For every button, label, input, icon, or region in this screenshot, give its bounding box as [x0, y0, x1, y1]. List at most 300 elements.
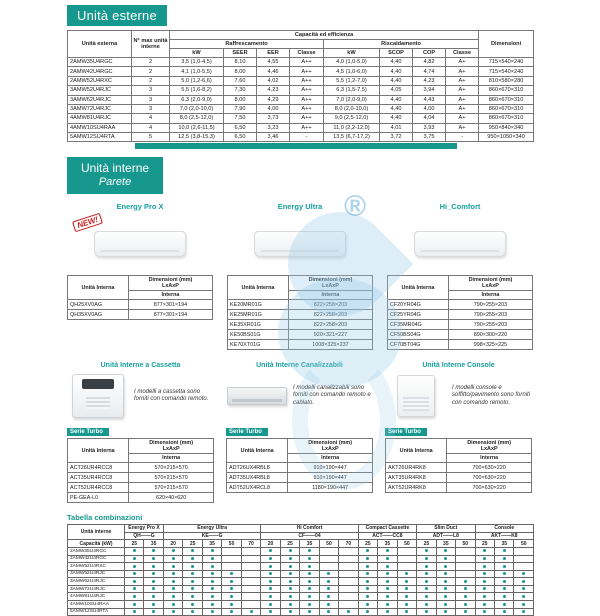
- compatibility-dot-icon: [366, 549, 369, 552]
- wall-product-title: Energy Pro X: [116, 202, 164, 212]
- outdoor-unit-code: 5AMW12SU4RTA: [68, 133, 132, 142]
- combo-cell: [514, 570, 533, 578]
- combo-cell: [300, 578, 319, 586]
- compatibility-dot-icon: [483, 587, 486, 590]
- lxaxp-label: LxAxP: [480, 446, 498, 453]
- outdoor-cell: A++: [290, 104, 324, 113]
- compatibility-dot-icon: [289, 580, 292, 583]
- compatibility-dot-icon: [327, 580, 330, 583]
- outdoor-cell: 9,0 (2,5-12,0): [324, 114, 380, 123]
- combo-cell: [397, 593, 416, 601]
- dims-table-header: [68, 276, 213, 300]
- combo-unit-code: 3AMW72U4RJC: [68, 585, 125, 593]
- compatibility-dot-icon: [269, 595, 272, 598]
- outdoor-cell: 7,60: [224, 76, 257, 85]
- outdoor-cell: A+: [446, 76, 479, 85]
- combo-cell: [339, 555, 359, 563]
- compatibility-dot-icon: [230, 572, 233, 575]
- col-header-dimensions-mm: [448, 276, 532, 291]
- combo-capacity: 25: [280, 540, 299, 548]
- indoor-unit-dimensions: 790×255×203: [448, 320, 532, 330]
- combo-capacity: 20: [163, 540, 182, 548]
- compatibility-dot-icon: [211, 565, 214, 568]
- indoor-unit-code: QH35XV0AG: [68, 310, 129, 320]
- outdoor-cell: 4,23: [257, 86, 290, 95]
- combo-cell: [475, 585, 494, 593]
- combo-cell: [163, 563, 182, 571]
- indoor-unit-dimensions: 822×258×203: [288, 320, 372, 330]
- outdoor-cell: -: [290, 133, 324, 142]
- compatibility-dot-icon: [327, 603, 330, 606]
- compatibility-dot-icon: [425, 595, 428, 598]
- outdoor-cell: 4: [132, 123, 170, 132]
- combo-cell: [319, 593, 338, 601]
- dims-label: Dimensioni (mm): [149, 440, 194, 447]
- compatibility-dot-icon: [405, 572, 408, 575]
- compatibility-dot-icon: [133, 572, 136, 575]
- compatibility-dot-icon: [503, 595, 506, 598]
- compatibility-dot-icon: [191, 603, 194, 606]
- combo-cell: [241, 570, 261, 578]
- combo-cell: [436, 555, 455, 563]
- compatibility-dot-icon: [366, 565, 369, 568]
- combo-capacity: 35: [300, 540, 319, 548]
- outdoor-cell: 4,74: [413, 67, 446, 76]
- combo-cell: [417, 555, 436, 563]
- combo-cell: [163, 585, 182, 593]
- outdoor-cell: 5,5 (1,2-7,0): [324, 76, 380, 85]
- indoor-unit-dimensions: 877×301×194: [128, 310, 212, 320]
- indoor-unit-dimensions: 1180×190×447: [288, 483, 373, 493]
- outdoor-cell: 715×540×240: [479, 58, 534, 67]
- combo-unit-code: 4AMW81U4RJC: [68, 593, 125, 601]
- compatibility-dot-icon: [483, 595, 486, 598]
- compatibility-dot-icon: [230, 587, 233, 590]
- indoor-unit-dimensions: 790×255×203: [448, 310, 532, 320]
- combo-cell: [378, 593, 397, 601]
- outdoor-cell: 3,5 (1,0-4,5): [170, 58, 224, 67]
- combo-capacity: 20: [261, 540, 280, 548]
- outdoor-cell: 4,23: [413, 76, 446, 85]
- combo-cell: [300, 593, 319, 601]
- compatibility-dot-icon: [230, 603, 233, 606]
- table-row: [386, 473, 532, 483]
- combo-cell: [241, 585, 261, 593]
- compatibility-dot-icon: [211, 587, 214, 590]
- combo-cell: [514, 608, 533, 616]
- col-header-dimensions-mm: [288, 276, 372, 291]
- combo-cell: [280, 578, 299, 586]
- combo-cell: [514, 555, 533, 563]
- indoor-unit-dimensions: 910×190×447: [288, 463, 373, 473]
- combo-cell: [280, 555, 299, 563]
- outdoor-unit-code: 3AMW62U4RJC: [68, 95, 132, 104]
- special-units-row: [67, 362, 533, 503]
- combo-cell: [319, 608, 338, 616]
- outdoor-cell: 7,0 (2,0-9,0): [324, 95, 380, 104]
- combo-capacity: 50: [514, 540, 533, 548]
- compatibility-dot-icon: [386, 565, 389, 568]
- outdoor-cell: 3: [132, 95, 170, 104]
- combo-cell: [378, 578, 397, 586]
- compatibility-dot-icon: [327, 610, 330, 613]
- outdoor-cell: 4,02: [257, 76, 290, 85]
- compatibility-dot-icon: [425, 587, 428, 590]
- combo-cell: [456, 585, 475, 593]
- compatibility-dot-icon: [522, 603, 525, 606]
- compatibility-dot-icon: [289, 610, 292, 613]
- combo-group-code: QH——G: [125, 532, 164, 540]
- dims-table-header: [227, 439, 373, 463]
- combo-cell: [183, 555, 202, 563]
- compatibility-dot-icon: [483, 557, 486, 560]
- compatibility-dot-icon: [503, 557, 506, 560]
- combo-capacity: 70: [339, 540, 359, 548]
- compatibility-dot-icon: [191, 580, 194, 583]
- combo-cell: [456, 601, 475, 609]
- table-row: [68, 123, 534, 132]
- outdoor-cell: A++: [290, 123, 324, 132]
- combo-cell: [300, 547, 319, 555]
- combo-cell: [436, 593, 455, 601]
- combo-capacity: 35: [144, 540, 163, 548]
- wall-product-hi-comfort: [387, 202, 533, 350]
- compatibility-dot-icon: [289, 549, 292, 552]
- combo-unit-code: 5AMW12SU4RTA: [68, 608, 125, 616]
- combo-cell: [436, 547, 455, 555]
- combo-cell: [163, 593, 182, 601]
- dims-label: Dimensioni (mm): [148, 277, 193, 284]
- outdoor-cell: 4,55: [257, 58, 290, 67]
- compatibility-dot-icon: [133, 595, 136, 598]
- outdoor-cell: A++: [290, 58, 324, 67]
- outdoor-cell: 860×670×310: [479, 95, 534, 104]
- combo-cell: [456, 547, 475, 555]
- compatibility-dot-icon: [425, 603, 428, 606]
- indoor-unit-code: ACT52UR4RCC8: [68, 483, 129, 493]
- console-unit-image: [397, 375, 435, 417]
- combo-cell: [417, 585, 436, 593]
- table-row: [68, 483, 214, 493]
- compatibility-dot-icon: [269, 549, 272, 552]
- combo-cell: [261, 547, 280, 555]
- serie-turbo-tag: Serie Turbo: [67, 428, 109, 436]
- table-row: [68, 570, 534, 578]
- outdoor-cell: A++: [290, 67, 324, 76]
- combo-cell: [125, 578, 144, 586]
- compatibility-dot-icon: [269, 587, 272, 590]
- combo-cell: [475, 601, 494, 609]
- outdoor-cell: 13,5 (6,7-17,2): [324, 133, 380, 142]
- combo-cell: [436, 578, 455, 586]
- combo-cell: [261, 585, 280, 593]
- indoor-dimensions-table: [385, 438, 532, 493]
- special-note: I modelli canalizzabili sono forniti con comando remoto e cablato.: [293, 384, 371, 406]
- col-header-dimensions-mm: [288, 439, 373, 454]
- compatibility-dot-icon: [425, 610, 428, 613]
- lxaxp-label: LxAxP: [482, 283, 499, 290]
- compatibility-dot-icon: [483, 603, 486, 606]
- indoor-unit-dimensions: 877×301×194: [128, 300, 212, 310]
- outdoor-cell: 7,0 (2,0-10,0): [170, 104, 224, 113]
- lxaxp-label: LxAxP: [321, 446, 339, 453]
- combo-cell: [417, 563, 436, 571]
- combo-cell: [144, 593, 163, 601]
- special-section-title: Unità Interne a Cassetta: [100, 362, 181, 370]
- indoor-unit-code: QH25XV0AG: [68, 300, 129, 310]
- indoor-dimensions-table: [226, 438, 373, 493]
- combo-cell: [319, 601, 338, 609]
- outdoor-cell: 8,00: [224, 67, 257, 76]
- combo-cell: [125, 593, 144, 601]
- combo-capacity: 50: [456, 540, 475, 548]
- compatibility-dot-icon: [308, 595, 311, 598]
- outdoor-unit-code: 4AMW10SU4RAA: [68, 123, 132, 132]
- combo-cell: [222, 555, 241, 563]
- compatibility-dot-icon: [308, 565, 311, 568]
- combo-cell: [163, 547, 182, 555]
- combo-cell: [300, 570, 319, 578]
- combo-cell: [475, 547, 494, 555]
- compatibility-dot-icon: [269, 572, 272, 575]
- compatibility-dot-icon: [172, 580, 175, 583]
- compatibility-dot-icon: [386, 557, 389, 560]
- outdoor-cell: 4,40: [380, 95, 413, 104]
- table-row: [68, 86, 534, 95]
- col-header-dimensions: Dimensioni: [479, 31, 534, 58]
- table-row: [228, 300, 373, 310]
- combo-group-name: Compact Cassette: [358, 525, 416, 533]
- outdoor-units-table: [67, 30, 534, 142]
- compatibility-dot-icon: [211, 580, 214, 583]
- combo-capacity: 35: [495, 540, 514, 548]
- combo-cell: [125, 570, 144, 578]
- combo-cell: [125, 608, 144, 616]
- combo-cell: [144, 601, 163, 609]
- compatibility-dot-icon: [133, 610, 136, 613]
- combo-capacity: 25: [183, 540, 202, 548]
- table-row: [228, 340, 373, 350]
- outdoor-cell: 4,04: [413, 114, 446, 123]
- outdoor-cell: 4,46: [257, 67, 290, 76]
- outdoor-cell: A+: [446, 58, 479, 67]
- combo-group-name: Energy Pro X: [125, 525, 164, 533]
- compatibility-dot-icon: [386, 572, 389, 575]
- outdoor-unit-code: 2AMW35U4RGC: [68, 58, 132, 67]
- compatibility-dot-icon: [366, 572, 369, 575]
- combo-cell: [475, 608, 494, 616]
- table-row: [68, 601, 534, 609]
- combo-cell: [378, 547, 397, 555]
- indoor-units-subtitle: Parete: [98, 176, 132, 189]
- col-header-cooling: Raffrescamento: [170, 40, 324, 49]
- table-row: [68, 578, 534, 586]
- compatibility-dot-icon: [327, 595, 330, 598]
- compatibility-dot-icon: [211, 557, 214, 560]
- combo-cell: [339, 593, 359, 601]
- outdoor-cell: 2: [132, 76, 170, 85]
- combo-cell: [378, 601, 397, 609]
- outdoor-cell: A+: [446, 67, 479, 76]
- compatibility-dot-icon: [289, 557, 292, 560]
- compatibility-dot-icon: [503, 587, 506, 590]
- compatibility-dot-icon: [133, 549, 136, 552]
- compatibility-dot-icon: [289, 587, 292, 590]
- outdoor-cell: 3,72: [380, 133, 413, 142]
- col-header-kw-cool: kW: [170, 49, 224, 58]
- combo-capacity: 35: [436, 540, 455, 548]
- table-row: [68, 67, 534, 76]
- combo-cell: [144, 570, 163, 578]
- col-header-class-cool: Classe: [290, 49, 324, 58]
- combo-cell: [378, 563, 397, 571]
- compatibility-dot-icon: [211, 572, 214, 575]
- compatibility-dot-icon: [152, 549, 155, 552]
- compatibility-dot-icon: [211, 595, 214, 598]
- outdoor-cell: A+: [446, 86, 479, 95]
- compatibility-dot-icon: [152, 603, 155, 606]
- table-row: [68, 585, 534, 593]
- col-header-indoor-unit: Unità Interna: [386, 439, 447, 463]
- combo-cell: [475, 570, 494, 578]
- combo-capacity: 25: [417, 540, 436, 548]
- indoor-unit-code: AKT26UR4RK8: [386, 463, 447, 473]
- combo-cell: [417, 593, 436, 601]
- indoor-unit-dimensions: 1008×325×237: [288, 340, 372, 350]
- outdoor-cell: 6,50: [224, 123, 257, 132]
- compatibility-dot-icon: [366, 580, 369, 583]
- outdoor-cell: 860×670×310: [479, 104, 534, 113]
- table-row: [386, 483, 532, 493]
- combo-group-code: AKT——K8: [475, 532, 533, 540]
- combo-cell: [222, 547, 241, 555]
- combo-cell: [475, 578, 494, 586]
- combo-cell: [319, 555, 338, 563]
- compatibility-dot-icon: [366, 587, 369, 590]
- combo-group-name: Hi Comfort: [261, 525, 358, 533]
- combo-cell: [144, 547, 163, 555]
- outdoor-cell: 860×670×310: [479, 86, 534, 95]
- outdoor-cell: A+: [446, 114, 479, 123]
- outdoor-cell: 3,73: [257, 114, 290, 123]
- indoor-unit-dimensions: 910×190×447: [288, 473, 373, 483]
- table-row: [227, 463, 373, 473]
- combo-cell: [144, 555, 163, 563]
- combo-cell: [319, 585, 338, 593]
- compatibility-dot-icon: [191, 595, 194, 598]
- indoor-unit-code: ADT35UX4RBL8: [227, 473, 288, 483]
- table-row: [68, 547, 534, 555]
- combo-cell: [202, 563, 221, 571]
- outdoor-cell: A+: [446, 104, 479, 113]
- col-header-kw-heat: kW: [324, 49, 380, 58]
- wall-product-image-wrap: [67, 213, 213, 275]
- table-row: [68, 104, 534, 113]
- combo-group-name: Slim Duct: [417, 525, 475, 533]
- compatibility-dot-icon: [425, 565, 428, 568]
- compatibility-dot-icon: [522, 580, 525, 583]
- combo-cell: [397, 608, 416, 616]
- combo-cell: [456, 578, 475, 586]
- compatibility-dot-icon: [152, 580, 155, 583]
- combo-cell: [456, 555, 475, 563]
- combo-cell: [222, 593, 241, 601]
- wall-product-energy-ultra: [227, 202, 373, 350]
- combo-cell: [202, 578, 221, 586]
- outdoor-cell: 7,50: [224, 114, 257, 123]
- indoor-dimensions-table: [67, 438, 214, 503]
- combo-cell: [358, 547, 377, 555]
- combo-cell: [456, 593, 475, 601]
- compatibility-dot-icon: [483, 580, 486, 583]
- compatibility-dot-icon: [503, 572, 506, 575]
- compatibility-dot-icon: [386, 587, 389, 590]
- wall-unit-image: [414, 231, 506, 257]
- compatibility-dot-icon: [503, 603, 506, 606]
- lxaxp-label: LxAxP: [162, 446, 180, 453]
- col-header-interna: Interna: [288, 454, 373, 463]
- special-note: I modelli console e soffitto/pavimento sono forniti con comando remoto.: [452, 384, 531, 406]
- combo-cell: [241, 547, 261, 555]
- combo-cell: [436, 563, 455, 571]
- combo-cell: [280, 563, 299, 571]
- combo-capacity: 50: [222, 540, 241, 548]
- combo-cell: [397, 601, 416, 609]
- combo-cell: [183, 585, 202, 593]
- compatibility-dot-icon: [269, 580, 272, 583]
- outdoor-cell: 4,29: [257, 95, 290, 104]
- combo-cell: [456, 608, 475, 616]
- outdoor-cell: 3: [132, 104, 170, 113]
- combo-cell: [125, 547, 144, 555]
- indoor-unit-dimensions: 700×630×220: [447, 483, 532, 493]
- table-row: [68, 58, 534, 67]
- combo-cell: [280, 570, 299, 578]
- outdoor-cell: 8,0 (2,0-10,0): [324, 104, 380, 113]
- combo-cell: [261, 593, 280, 601]
- combo-cell: [495, 601, 514, 609]
- col-header-capacity: Capacità ed efficienza: [170, 31, 479, 40]
- combo-cell: [397, 585, 416, 593]
- compatibility-dot-icon: [483, 610, 486, 613]
- combo-cell: [417, 601, 436, 609]
- compatibility-dot-icon: [386, 603, 389, 606]
- outdoor-cell: A++: [290, 76, 324, 85]
- special-section-console: [385, 362, 532, 503]
- compatibility-dot-icon: [269, 557, 272, 560]
- indoor-unit-dimensions: 822×258×203: [288, 300, 372, 310]
- wall-unit-image: [94, 231, 186, 257]
- dims-label: Dimensioni (mm): [308, 277, 353, 284]
- compatibility-dot-icon: [464, 610, 467, 613]
- combo-cell: [261, 601, 280, 609]
- special-section-body: [385, 372, 532, 420]
- combo-cell: [436, 585, 455, 593]
- compatibility-dot-icon: [464, 603, 467, 606]
- outdoor-cell: 12,5 (3,8-15,3): [170, 133, 224, 142]
- combo-cell: [144, 578, 163, 586]
- combo-cell: [319, 570, 338, 578]
- outdoor-cell: 4,43: [413, 95, 446, 104]
- table-row: [68, 95, 534, 104]
- compatibility-dot-icon: [308, 587, 311, 590]
- col-header-indoor-unit: Unità Interna: [68, 276, 129, 300]
- dims-label: Dimensioni (mm): [467, 440, 512, 447]
- compatibility-dot-icon: [191, 610, 194, 613]
- combo-cell: [163, 555, 182, 563]
- table-row: [227, 473, 373, 483]
- combo-cell: [358, 601, 377, 609]
